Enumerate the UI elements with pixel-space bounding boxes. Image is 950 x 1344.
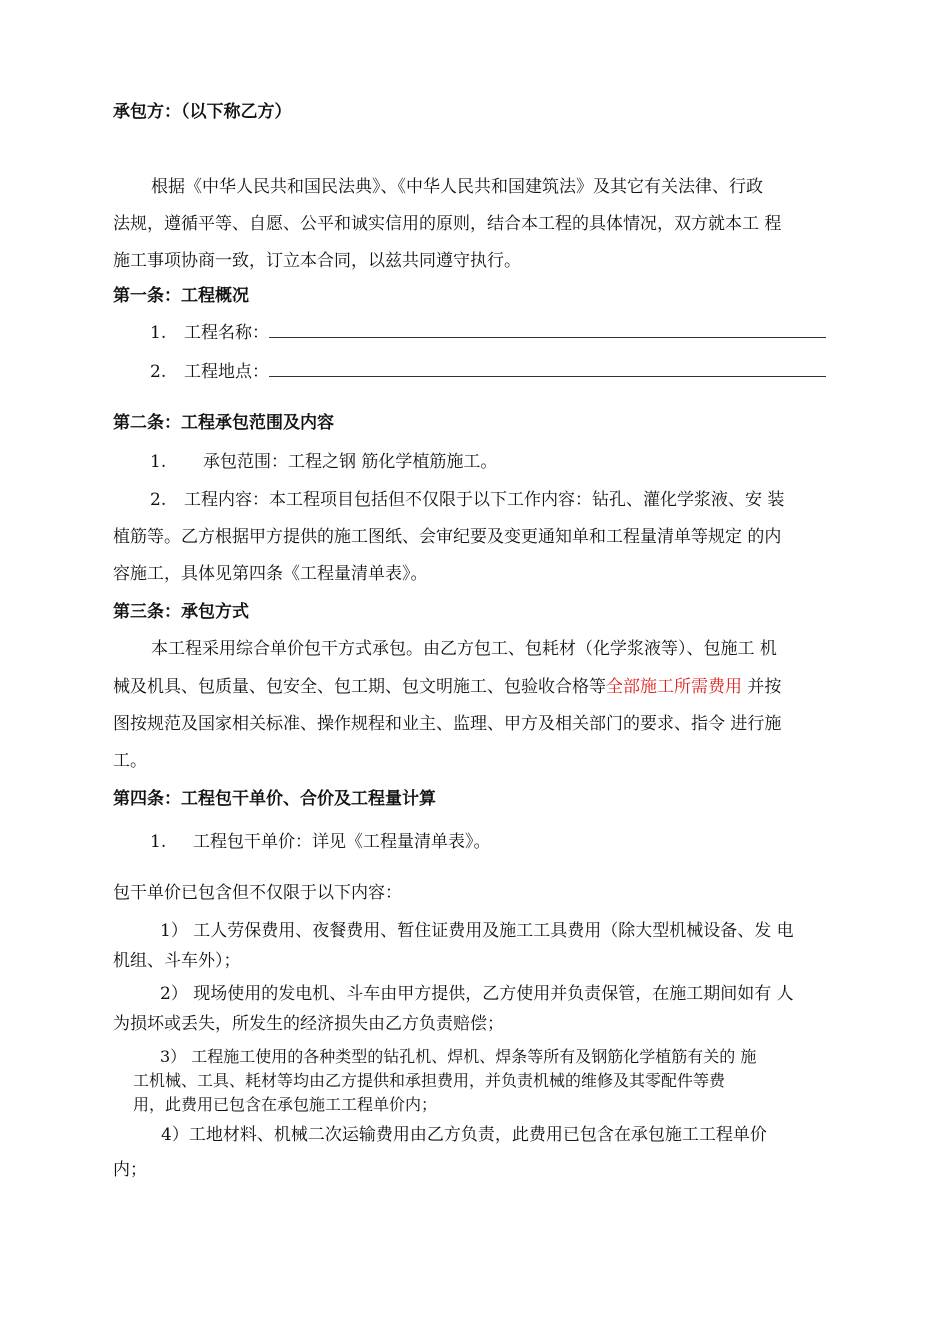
article-1-title: 第一条：工程概况 [113,286,249,306]
article-3-line-3: 图按规范及国家相关标准、操作规程和业主、监理、甲方及相关部门的要求、指令 进行施 [113,714,782,734]
article-3-line-2-start: 械及机具、包质量、包安全、包工期、包文明施工、包验收合格等 [113,677,606,697]
unit-price-intro: 包干单价已包含但不仅限于以下内容： [113,883,402,903]
article-2-item-1-number: 1. [150,452,167,472]
article-1-item-2-number: 2. [150,362,167,382]
article-2-line-3: 容施工，具体见第四条《工程量清单表》。 [113,564,428,584]
project-location-field [184,361,826,383]
article-2-item-2-text: 工程内容：本工程项目包括但不仅限于以下工作内容：钻孔、灌化学浆液、安 装 [184,490,785,510]
project-name-label: 工程名称： [184,323,269,343]
article-4-item-1-number: 1. [150,832,167,852]
article-4-title: 第四条：工程包干单价、合价及工程量计算 [113,789,436,809]
article-2-line-2: 植筋等。乙方根据甲方提供的施工图纸、会审纪要及变更通知单和工程量清单等规定 的内 [113,527,782,547]
article-3-title: 第三条：承包方式 [113,602,249,622]
article-3-line-2-end: 并按 [742,677,782,697]
preamble-line-1: 根据《中华人民共和国民法典》、《中华人民共和国建筑法》及其它有关法律、行政 [151,177,763,197]
article-2-title: 第二条：工程承包范围及内容 [113,413,334,433]
inclusion-2-line-2: 为损坏或丢失，所发生的经济损失由乙方负责赔偿； [113,1014,504,1034]
contractor-header: 承包方：（以下称乙方） [113,102,292,122]
article-2-item-2-number: 2. [150,490,167,510]
preamble-line-2: 法规，遵循平等、自愿、公平和诚实信用的原则，结合本工程的具体情况，双方就本工 程 [113,214,782,234]
inclusion-3-line-3: 用，此费用已包含在承包施工工程单价内； [133,1095,438,1114]
article-4-item-1-text: 工程包干单价：详见《工程量清单表》。 [193,832,491,852]
project-location-blank [269,362,826,377]
article-3-line-1: 本工程采用综合单价包干方式承包。由乙方包工、包耗材（化学浆液等）、包施工 机 [151,639,777,659]
highlighted-cost-phrase: 全部施工所需费用 [606,677,742,697]
inclusion-2-line-1: 2） 现场使用的发电机、斗车由甲方提供，乙方使用并负责保管，在施工期间如有 人 [160,984,794,1004]
article-3-line-4: 工。 [113,751,147,771]
inclusion-1-line-1: 1） 工人劳保费用、夜餐费用、暂住证费用及施工工具费用（除大型机械设备、发 电 [160,921,794,941]
inclusion-4-line-2: 内； [113,1160,147,1180]
inclusion-1-line-2: 机组、斗车外）； [113,951,241,971]
preamble-line-3: 施工事项协商一致，订立本合同，以兹共同遵守执行。 [113,251,521,271]
inclusion-3-line-1: 3） 工程施工使用的各种类型的钻孔机、焊机、焊条等所有及钢筋化学植筋有关的 施 [160,1047,757,1066]
inclusion-4-line-1: 4）工地材料、机械二次运输费用由乙方负责，此费用已包含在承包施工工程单价 [161,1125,767,1145]
project-location-label: 工程地点： [184,362,269,382]
project-name-blank [269,323,826,338]
project-name-field [184,322,826,344]
inclusion-3-line-2: 工机械、工具、耗材等均由乙方提供和承担费用，并负责机械的维修及其零配件等费 [133,1071,726,1090]
article-2-item-1-text: 承包范围：工程之钢 筋化学植筋施工。 [203,452,498,472]
article-1-item-1-number: 1. [150,323,167,343]
article-3-line-2 [113,676,781,698]
